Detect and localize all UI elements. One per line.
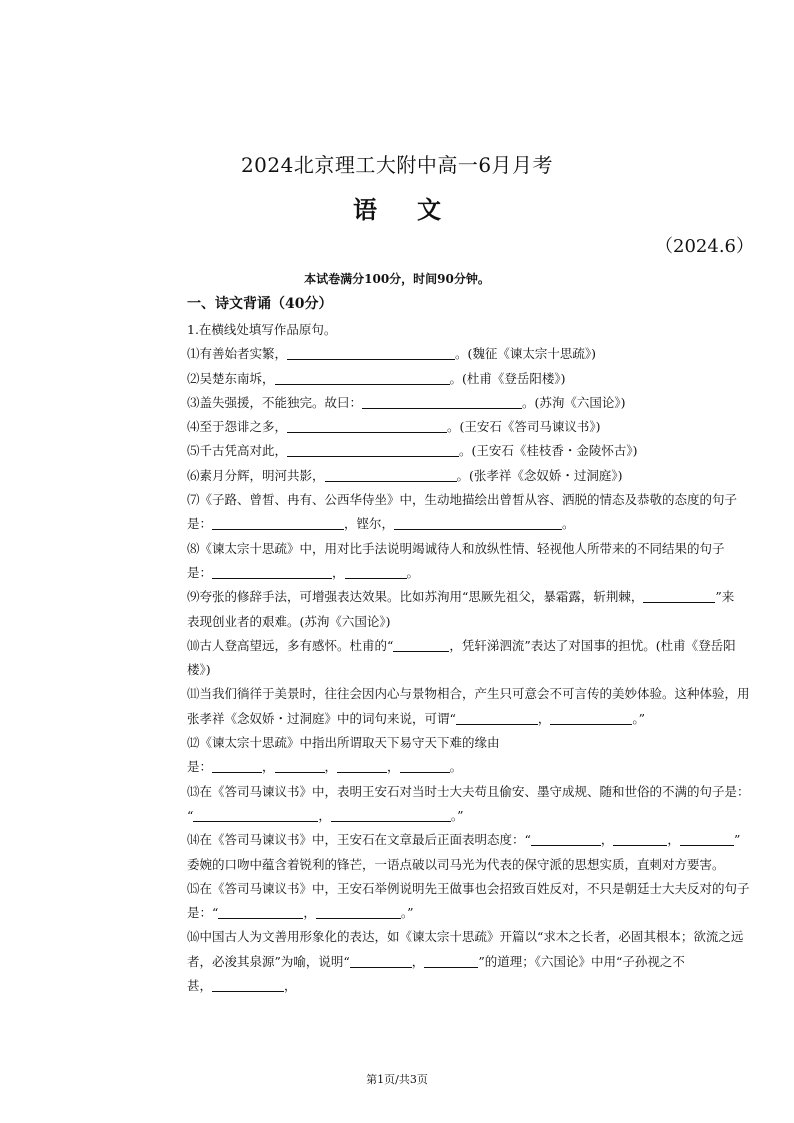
question-source: 。(魏征《谏太宗十思疏》) [455,346,597,362]
answer-blank[interactable] [331,807,451,822]
question-8: ⑻《谏太宗十思疏》中，用对比手法说明竭诚待人和放纵性情、轻视他人所带来的不同结果的句子 [187,540,725,556]
answer-blank[interactable] [424,953,478,968]
question-text: ， [332,564,345,580]
answer-blank[interactable] [316,904,401,919]
question-15: ⒂在《答司马谏议书》中，王安石举例说明先王做事也会招致百姓反对，不只是朝廷士大夫反对的句子 [187,880,750,896]
question-text: 是： [187,564,213,580]
question-10-source: 楼》) [187,662,211,678]
answer-blank[interactable] [275,758,325,773]
question-16-cont [187,974,752,998]
subject-title: 语文 [353,195,481,224]
answer-blank[interactable] [531,831,601,846]
answer-blank[interactable] [212,515,344,530]
question-4 [187,415,752,439]
question-16: ⒃中国古人为文善用形象化的表达，如《谏太宗十思疏》开篇以“求木之长者，必固其根本；欲流之远 [187,929,744,945]
question-list [187,318,752,998]
question-12-answer [187,755,752,779]
answer-blank[interactable] [394,515,562,530]
question-7-answer [187,512,752,536]
answer-blank[interactable] [275,370,450,385]
question-source: 。(苏洵《六国论》) [522,394,626,410]
question-13: ⒀在《答司马谏议书》中，表明王安石对当时士大夫苟且偷安、墨守成规、随和世俗的不满的句子是： [187,783,750,799]
question-14-cont: 委婉的口吻中蕴含着锐利的锋芒，一语点破以司马光为代表的保守派的思想实质，直刺对方要害。 [187,856,725,872]
question-text: ， [324,759,338,775]
question-1 [187,342,752,366]
question-text: ⑹素月分辉，明河共影， [187,467,325,483]
question-text: 是： [187,759,213,775]
question-text: ，凭轩涕泗流”表达了对国事的担忧。(杜甫《登岳阳 [449,637,736,653]
question-3 [187,391,752,415]
question-text: ⑶盖失强援，不能独完。故曰： [187,394,363,410]
question-text: ” [733,832,741,848]
question-text: 是：“ [187,905,219,921]
question-text: ⑽古人登高望远，多有感怀。杜甫的“ [187,637,394,653]
question-13-answer [187,804,752,828]
question-15-answer [187,901,752,925]
question-text: 。” [632,710,646,726]
answer-blank[interactable] [218,904,303,919]
question-7: ⑺《子路、曾皙、冉有、公西华侍坐》中，生动地描绘出曾皙从容、洒脱的情态及恭敬的态度的句子 [187,492,738,508]
question-text: ，铿尔， [344,516,395,532]
answer-blank[interactable] [643,588,715,603]
answer-blank[interactable] [350,953,412,968]
question-text: ⑷至于怨诽之多， [187,419,288,435]
question-text: ， [411,953,425,969]
question-text: 。” [400,905,414,921]
answer-blank[interactable] [212,564,332,579]
question-10 [187,634,752,658]
exam-date: （2024.6） [655,236,754,257]
page-number: 第1页/共3页 [366,1073,428,1086]
question-text: 甚， [187,978,213,994]
question-14 [187,828,752,852]
question-text: ， [318,807,331,823]
question-text: ， [667,832,680,848]
question-6 [187,464,752,488]
question-text: ⑵吴楚东南坼， [187,370,275,386]
answer-blank[interactable] [287,442,459,457]
answer-blank[interactable] [680,831,734,846]
question-text: 。 [562,516,575,532]
question-text: ， [537,710,551,726]
question-text: ”的道理；《六国论》中用“子孙视之不 [478,953,685,969]
question-text: ， [262,759,275,775]
answer-blank[interactable] [400,758,450,773]
question-text: 张孝祥《念奴娇・过洞庭》中的词句来说，可谓“ [187,710,456,726]
exam-title: 2024北京理工大附中高一6月月考 [240,153,554,177]
exam-instructions: 本试卷满分100分，时间90分钟。 [304,272,490,286]
question-16-answer [187,950,752,974]
question-2 [187,367,752,391]
answer-blank[interactable] [287,418,447,433]
answer-blank[interactable] [337,758,387,773]
answer-blank[interactable] [325,467,457,482]
question-text: 。 [406,564,420,580]
answer-blank[interactable] [362,394,522,409]
question-text: 者，必浚其泉源”为喻，说明“ [187,953,350,969]
question-source: 。(王安石《答司马谏议书》) [447,419,601,435]
answer-blank[interactable] [287,345,455,360]
answer-blank[interactable] [212,758,262,773]
question-source: 。(杜甫《登岳阳楼》) [449,370,566,386]
question-text: ”来 [715,589,735,605]
question-text: ⑼夸张的修辞手法，可增强表达效果。比如苏洵用“思厥先祖父，暴霜露，斩荆棘， [187,589,644,605]
question-text: ⒁在《答司马谏议书》中，王安石在文章最后正面表明态度：“ [187,832,531,848]
answer-blank[interactable] [345,564,407,579]
question-9-source: 表现创业者的艰难。(苏洵《六国论》) [187,613,391,629]
answer-blank[interactable] [393,637,449,652]
question-text: 。” [450,807,464,823]
question-text: 是： [187,516,213,532]
question-text: ⑸千古凭高对此， [187,443,288,459]
question-source: 。(王安石《桂枝香・金陵怀古》) [459,443,638,459]
answer-blank[interactable] [550,710,632,725]
question-text: ， [600,832,614,848]
question-text: “ [187,807,194,823]
question-11-answer [187,707,752,731]
question-source: 。(张孝祥《念奴娇・过洞庭》) [456,467,623,483]
question-12: ⑿《谏太宗十思疏》中指出所谓取天下易守天下难的缘由 [187,735,500,751]
question-text: 。 [449,759,463,775]
answer-blank[interactable] [193,807,318,822]
answer-blank[interactable] [212,977,284,992]
question-text: ， [387,759,400,775]
question-text: ， [303,905,316,921]
question-text: ⑴有善始者实繁， [187,346,288,362]
question-5 [187,439,752,463]
section-heading: 一、诗文背诵（40分） [187,296,333,312]
question-text: ， [284,978,297,994]
answer-blank[interactable] [613,831,667,846]
question-8-answer [187,561,752,585]
question-intro: 1.在横线处填写作品原句。 [187,322,337,337]
answer-blank[interactable] [456,710,538,725]
question-11: ⑾当我们徜徉于美景时，往往会因内心与景物相合，产生只可意会不可言传的美妙体验。这种体验，用 [187,686,750,702]
question-9 [187,585,752,609]
